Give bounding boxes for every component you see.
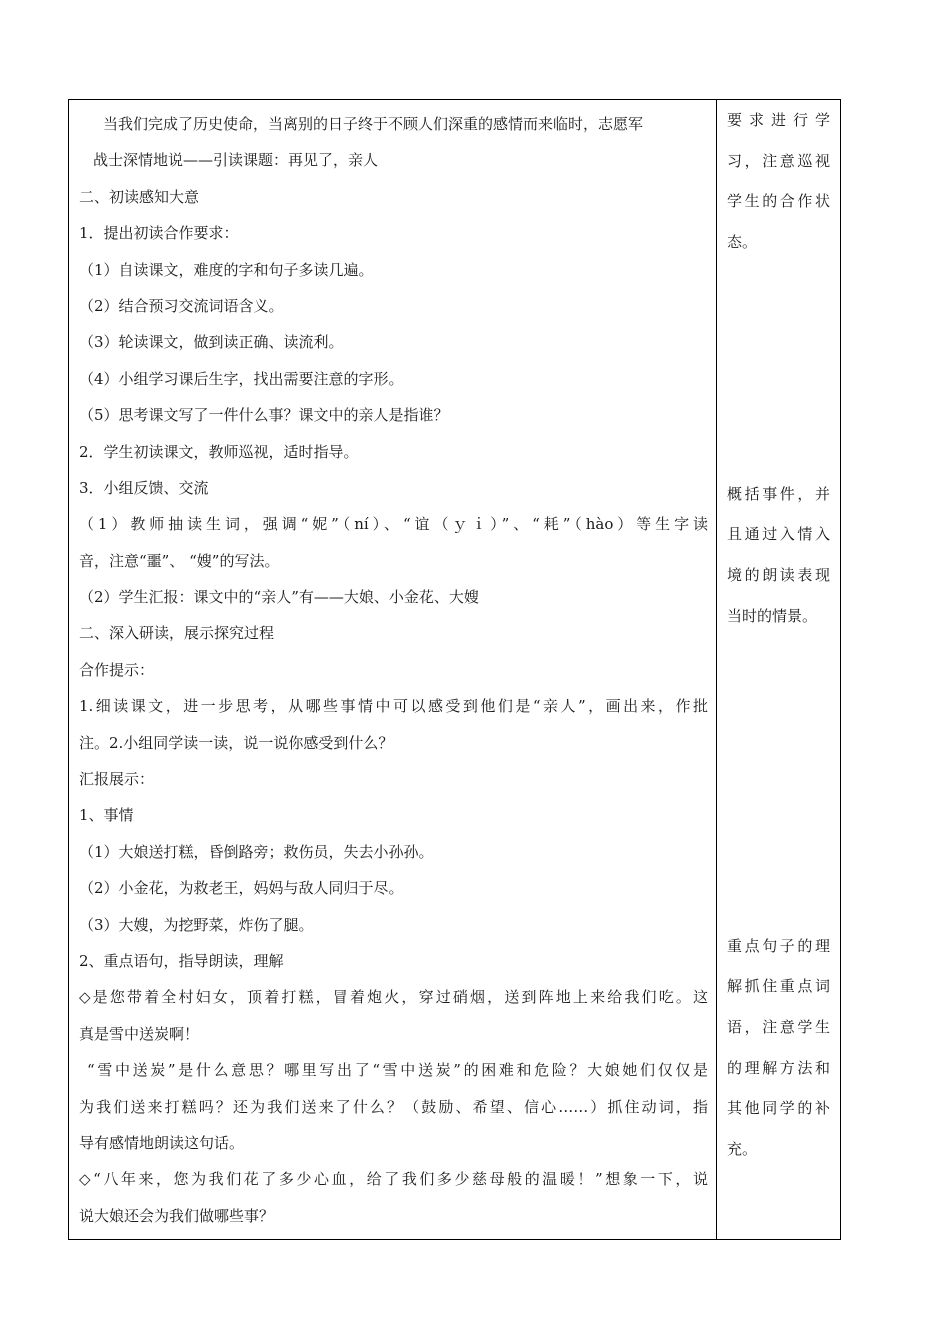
text-line: 当我们完成了历史使命，当离别的日子终于不顾人们深重的感情而来临时，志愿军: [103, 115, 644, 133]
note-line: 充。: [727, 1139, 758, 1158]
text-line: （2）结合预习交流词语含义。: [79, 296, 284, 315]
note-line: 的理解方法和: [727, 1058, 830, 1077]
text-line: 注。2.小组同学读一读，说一说你感受到什么？: [79, 733, 394, 752]
text-line: （1）教师抽读生词，强调“妮”（ní）、“谊（ｙｉ）”、“耗”（hào）等生字读: [79, 515, 708, 534]
text-line: 3．小组反馈、交流: [79, 478, 209, 497]
text-line: 汇报展示：: [79, 770, 155, 789]
text-line: 导有感情地朗读这句话。: [79, 1133, 245, 1152]
text-line: 1.细读课文，进一步思考，从哪些事情中可以感受到他们是“亲人”，画出来，作批: [79, 697, 708, 716]
table-row: [69, 100, 841, 1240]
note-line: 重点句子的理: [727, 936, 830, 955]
teaching-process-cell: [69, 100, 717, 1240]
note-line: 概括事件，并: [727, 484, 830, 503]
text-line: （3）轮读课文，做到读正确、读流利。: [79, 333, 344, 352]
note-line: 境的朗读表现: [727, 566, 830, 585]
note-line: 当时的情景。: [727, 606, 818, 625]
teaching-process-text: [69, 100, 716, 1234]
text-line: “雪中送炭”是什么意思？哪里写出了“雪中送炭”的困难和危险？大娘她们仅仅是: [87, 1061, 708, 1080]
design-note: [727, 474, 830, 637]
text-line: 二、初读感知大意: [79, 187, 200, 206]
text-line: （4）小组学习课后生字，找出需要注意的字形。: [79, 369, 404, 388]
note-line: 解抓住重点词: [727, 977, 830, 996]
note-line: 要求进行学: [727, 111, 830, 129]
lesson-plan-table: [68, 99, 841, 1240]
text-line: 二、深入研读，展示探究过程: [79, 624, 275, 643]
note-line: 态。: [727, 233, 758, 252]
design-intent-cell: [717, 100, 841, 1240]
text-line: （2）小金花，为救老王，妈妈与敌人同归于尽。: [79, 879, 404, 898]
text-line: ◇是您带着全村妇女，顶着打糕，冒着炮火，穿过硝烟，送到阵地上来给我们吃。这: [79, 988, 708, 1007]
note-line: 语，注意学生: [727, 1017, 830, 1036]
text-line: ◇“八年来，您为我们花了多少心血，给了我们多少慈母般的温暖！”想象一下，说: [79, 1170, 708, 1189]
text-line: 战士深情地说——引读课题：再见了，亲人: [93, 151, 379, 170]
text-line: 说大娘还会为我们做哪些事？: [79, 1206, 275, 1225]
design-intent-text: [717, 100, 840, 1170]
text-line: 2、重点语句，指导朗读，理解: [79, 951, 284, 970]
text-line: （3）大嫂，为挖野菜，炸伤了腿。: [79, 915, 314, 934]
text-line: 1、事情: [79, 806, 134, 825]
text-line: 2．学生初读课文，教师巡视，适时指导。: [79, 442, 359, 461]
text-line: 为我们送来打糕吗？还为我们送来了什么？（鼓励、希望、信心……）抓住动词，指: [79, 1097, 708, 1116]
note-line: 且通过入情入: [727, 525, 830, 544]
design-note: [727, 926, 830, 1170]
text-line: （5）思考课文写了一件什么事？课文中的亲人是指谁？: [79, 406, 449, 425]
note-line: 习，注意巡视: [727, 151, 830, 170]
text-line: 真是雪中送炭啊！: [79, 1024, 200, 1043]
text-line: （1）自读课文，难度的字和句子多读几遍。: [79, 260, 374, 279]
text-line: 合作提示：: [79, 660, 155, 679]
text-line: 1．提出初读合作要求：: [79, 224, 239, 243]
note-line: 学生的合作状: [727, 192, 830, 211]
text-line: （2）学生汇报：课文中的“亲人”有——大娘、小金花、大嫂: [79, 588, 479, 607]
text-line: （1）大娘送打糕，昏倒路旁；救伤员，失去小孙孙。: [79, 842, 434, 861]
text-line: 音，注意“噩”、 “嫂”的写法。: [79, 551, 280, 570]
note-line: 其他同学的补: [727, 1099, 830, 1118]
design-note: [727, 100, 830, 263]
